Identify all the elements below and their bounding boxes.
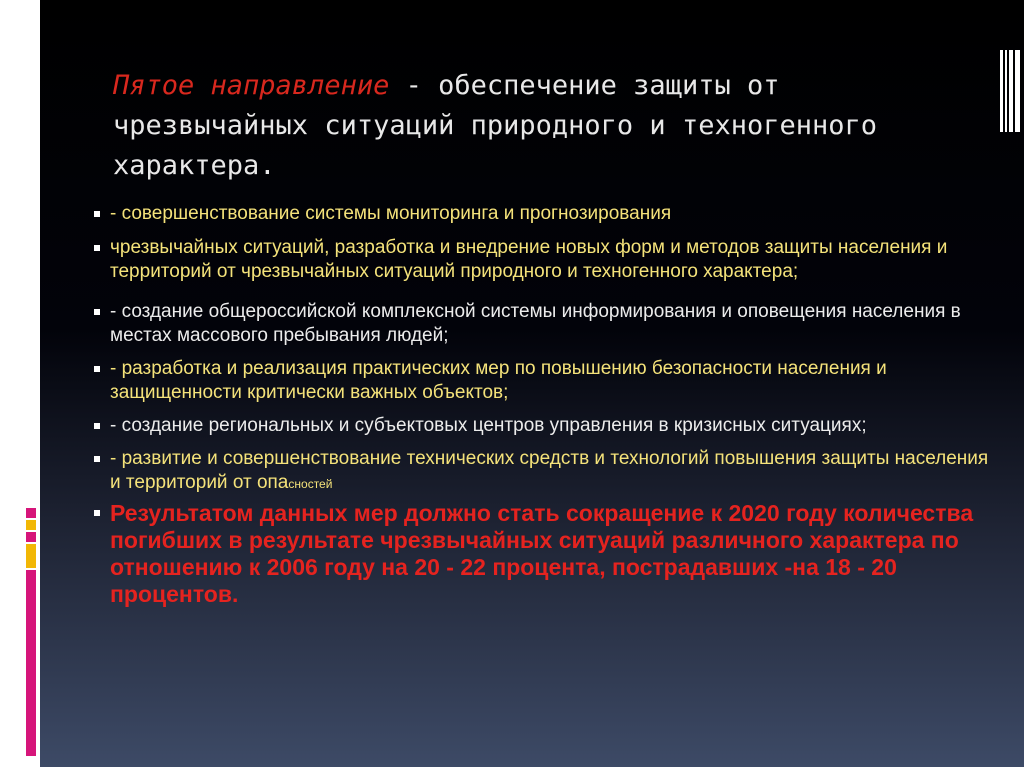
bullet-marker [94, 456, 100, 462]
decorative-bars-top [1000, 50, 1020, 132]
bullet-marker [94, 510, 100, 516]
bullet-marker [94, 211, 100, 217]
bullet-text: - совершенствование системы мониторинга и прогнозирования [110, 203, 672, 224]
bullet-marker [94, 309, 100, 315]
bullet-text: - создание региональных и субъектовых центров управления в кризисных ситуациях; [110, 415, 867, 436]
list-item [96, 236, 996, 284]
bullet-marker [94, 245, 100, 251]
list-item [96, 300, 996, 348]
list-item [96, 447, 996, 496]
bullet-text: - создание общероссийской комплексной системы информирования и оповещения населения в местах массового пребывания людей; [110, 301, 961, 346]
bullet-text-small: сностей [288, 477, 333, 491]
bullet-text: - разработка и реализация практических мер по повышению безопасности населения и защищенности критически важных объектов; [110, 358, 887, 403]
list-item [96, 414, 996, 438]
bullet-marker [94, 423, 100, 429]
title-text: - обеспечение защиты от чрезвычайных ситуаций природного и техногенного характера. [113, 70, 878, 181]
list-item [96, 500, 996, 608]
bullet-text: чрезвычайных ситуаций, разработка и внедрение новых форм и методов защиты населения и территорий от чрезвычайных ситуаций природного и техногенного характера; [110, 237, 948, 282]
decorative-bars-bottom [26, 508, 36, 756]
bullet-list [96, 202, 996, 608]
list-item [96, 202, 996, 226]
bullet-marker [94, 366, 100, 372]
bullet-text: - развитие и совершенствование технических средств и технологий повышения защиты населения и территорий от опа [110, 448, 989, 493]
result-text: Результатом данных мер должно стать сокращение к 2020 году количества погибших в результате чрезвычайных ситуаций различного характера по отношению к 2006 году на 20 - 22 процента, пострадавших -на 18 - 20 процентов. [110, 500, 974, 607]
slide-title [113, 66, 973, 186]
title-accent: Пятое направление [113, 70, 390, 101]
list-item [96, 357, 996, 405]
